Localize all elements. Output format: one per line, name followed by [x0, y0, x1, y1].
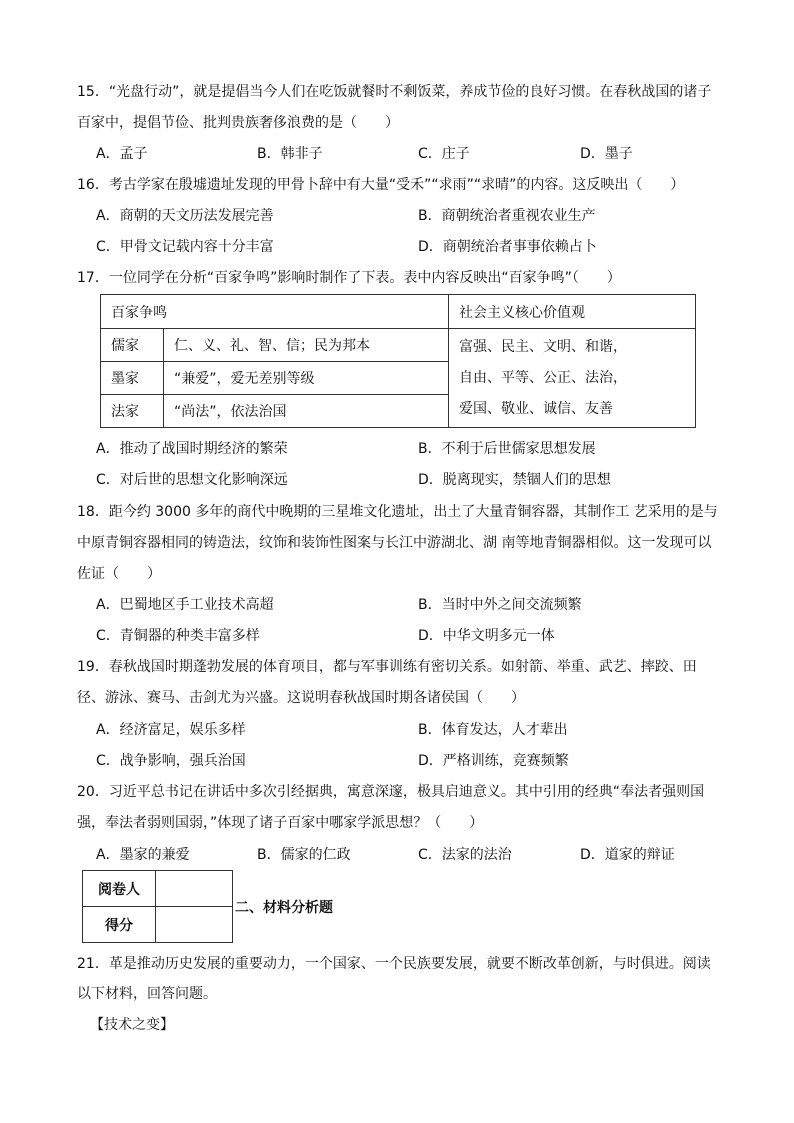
values-line: 自由、平等、公正、法治， — [459, 369, 627, 386]
q21-subheading: 【技术之变】 — [90, 1017, 174, 1033]
q18-option-b[interactable]: B．当时中外之间交流频繁 — [418, 597, 582, 613]
q15-option-a[interactable]: A．孟子 — [96, 146, 148, 162]
table-header-left: 百家争鸣 — [101, 295, 449, 329]
table-values-cell — [449, 329, 696, 428]
q15-option-c[interactable]: C．庄子 — [418, 146, 470, 162]
section-title: 二、材料分析题 — [235, 900, 333, 916]
q15-stem-line1: 15．“光盘行动”，就是提倡当今人们在吃饭就餐时不剩饭菜，养成节俭的良好习惯。在春秋战国的诸子 — [77, 84, 712, 100]
table-content-cell: “兼爱”，爱无差别等级 — [164, 362, 449, 395]
score-label: 得分 — [83, 907, 156, 943]
score-box — [82, 870, 233, 943]
reviewer-label: 阅卷人 — [83, 871, 156, 907]
table-school-cell: 儒家 — [101, 329, 164, 362]
q18-option-d[interactable]: D．中华文明多元一体 — [418, 628, 555, 644]
q17-option-c[interactable]: C．对后世的思想文化影响深远 — [96, 472, 288, 488]
q20-stem-line1: 20．习近平总书记在讲话中多次引经据典，寓意深邃，极具启迪意义。其中引用的经典“奉法者强则国 — [77, 784, 705, 800]
q19-option-a[interactable]: A．经济富足，娱乐多样 — [96, 722, 246, 738]
q16-option-a[interactable]: A．商朝的天文历法发展完善 — [96, 208, 274, 224]
q21-stem-line1: 21．革是推动历史发展的重要动力，一个国家、一个民族要发展，就要不断改革创新，与时俱进。阅读 — [77, 956, 711, 972]
q15-option-d[interactable]: D．墨子 — [580, 146, 633, 162]
q17-option-a[interactable]: A．推动了战国时期经济的繁荣 — [96, 441, 288, 457]
table-header-right: 社会主义核心价值观 — [449, 295, 696, 329]
q19-stem-line1: 19．春秋战国时期蓬勃发展的体育项目，都与军事训练有密切关系。如射箭、举重、武艺、摔跤、田 — [77, 659, 697, 675]
q16-option-b[interactable]: B．商朝统治者重视农业生产 — [418, 208, 596, 224]
q15-option-b[interactable]: B．韩非子 — [257, 146, 323, 162]
q18-option-a[interactable]: A．巴蜀地区手工业技术高超 — [96, 597, 274, 613]
q17-comparison-table — [100, 294, 696, 428]
q18-stem-line3: 佐证（ ） — [77, 566, 161, 582]
q15-stem-line2: 百家中，提倡节俭、批判贵族奢侈浪费的是（ ） — [77, 115, 399, 131]
q20-option-d[interactable]: D．道家的辩证 — [580, 847, 675, 863]
values-line: 爱国、敬业、诚信、友善 — [459, 400, 613, 417]
q20-option-a[interactable]: A．墨家的兼爱 — [96, 847, 190, 863]
table-content-cell: 仁、义、礼、智、信；民为邦本 — [164, 329, 449, 362]
q20-option-b[interactable]: B．儒家的仁政 — [257, 847, 351, 863]
q16-stem-line1: 16．考古学家在殷墟遗址发现的甲骨卜辞中有大量“受禾”“求雨”“求晴”的内容。这反映出（ ） — [77, 177, 685, 193]
q21-stem-line2: 以下材料，回答问题。 — [77, 986, 217, 1002]
q17-stem-line1: 17．一位同学在分析“百家争鸣”影响时制作了下表。表中内容反映出“百家争鸣”（ ） — [77, 270, 621, 286]
q19-option-c[interactable]: C．战争影响，强兵治国 — [96, 753, 246, 769]
q19-option-d[interactable]: D．严格训练，竞赛频繁 — [418, 753, 569, 769]
values-line: 富强、民主、文明、和谐， — [459, 338, 627, 355]
q20-stem-line2: 强，奉法者弱则国弱，”体现了诸子百家中哪家学派思想？（ ） — [77, 815, 484, 831]
q19-stem-line2: 径、游泳、赛马、击剑尤为兴盛。这说明春秋战国时期各诸侯国（ ） — [77, 690, 525, 706]
q16-option-d[interactable]: D．商朝统治者事事依赖占卜 — [418, 239, 597, 255]
q19-option-b[interactable]: B．体育发达，人才辈出 — [418, 722, 568, 738]
score-field[interactable] — [156, 907, 233, 943]
q18-option-c[interactable]: C．青铜器的种类丰富多样 — [96, 628, 260, 644]
table-school-cell: 法家 — [101, 395, 164, 428]
q18-stem-line1: 18．距今约 3000 多年的商代中晚期的三星堆文化遗址，出土了大量青铜容器，其制作工 艺采用的是与 — [77, 504, 718, 520]
q16-option-c[interactable]: C．甲骨文记载内容十分丰富 — [96, 239, 274, 255]
table-content-cell: “尚法”，依法治国 — [164, 395, 449, 428]
reviewer-field[interactable] — [156, 871, 233, 907]
q20-option-c[interactable]: C．法家的法治 — [418, 847, 512, 863]
q17-option-b[interactable]: B．不利于后世儒家思想发展 — [418, 441, 596, 457]
q18-stem-line2: 中原青铜容器相同的铸造法，纹饰和装饰性图案与长江中游湖北、湖 南等地青铜器相似。这一发现可以 — [77, 535, 712, 551]
q17-option-d[interactable]: D．脱离现实，禁锢人们的思想 — [418, 472, 611, 488]
table-school-cell: 墨家 — [101, 362, 164, 395]
